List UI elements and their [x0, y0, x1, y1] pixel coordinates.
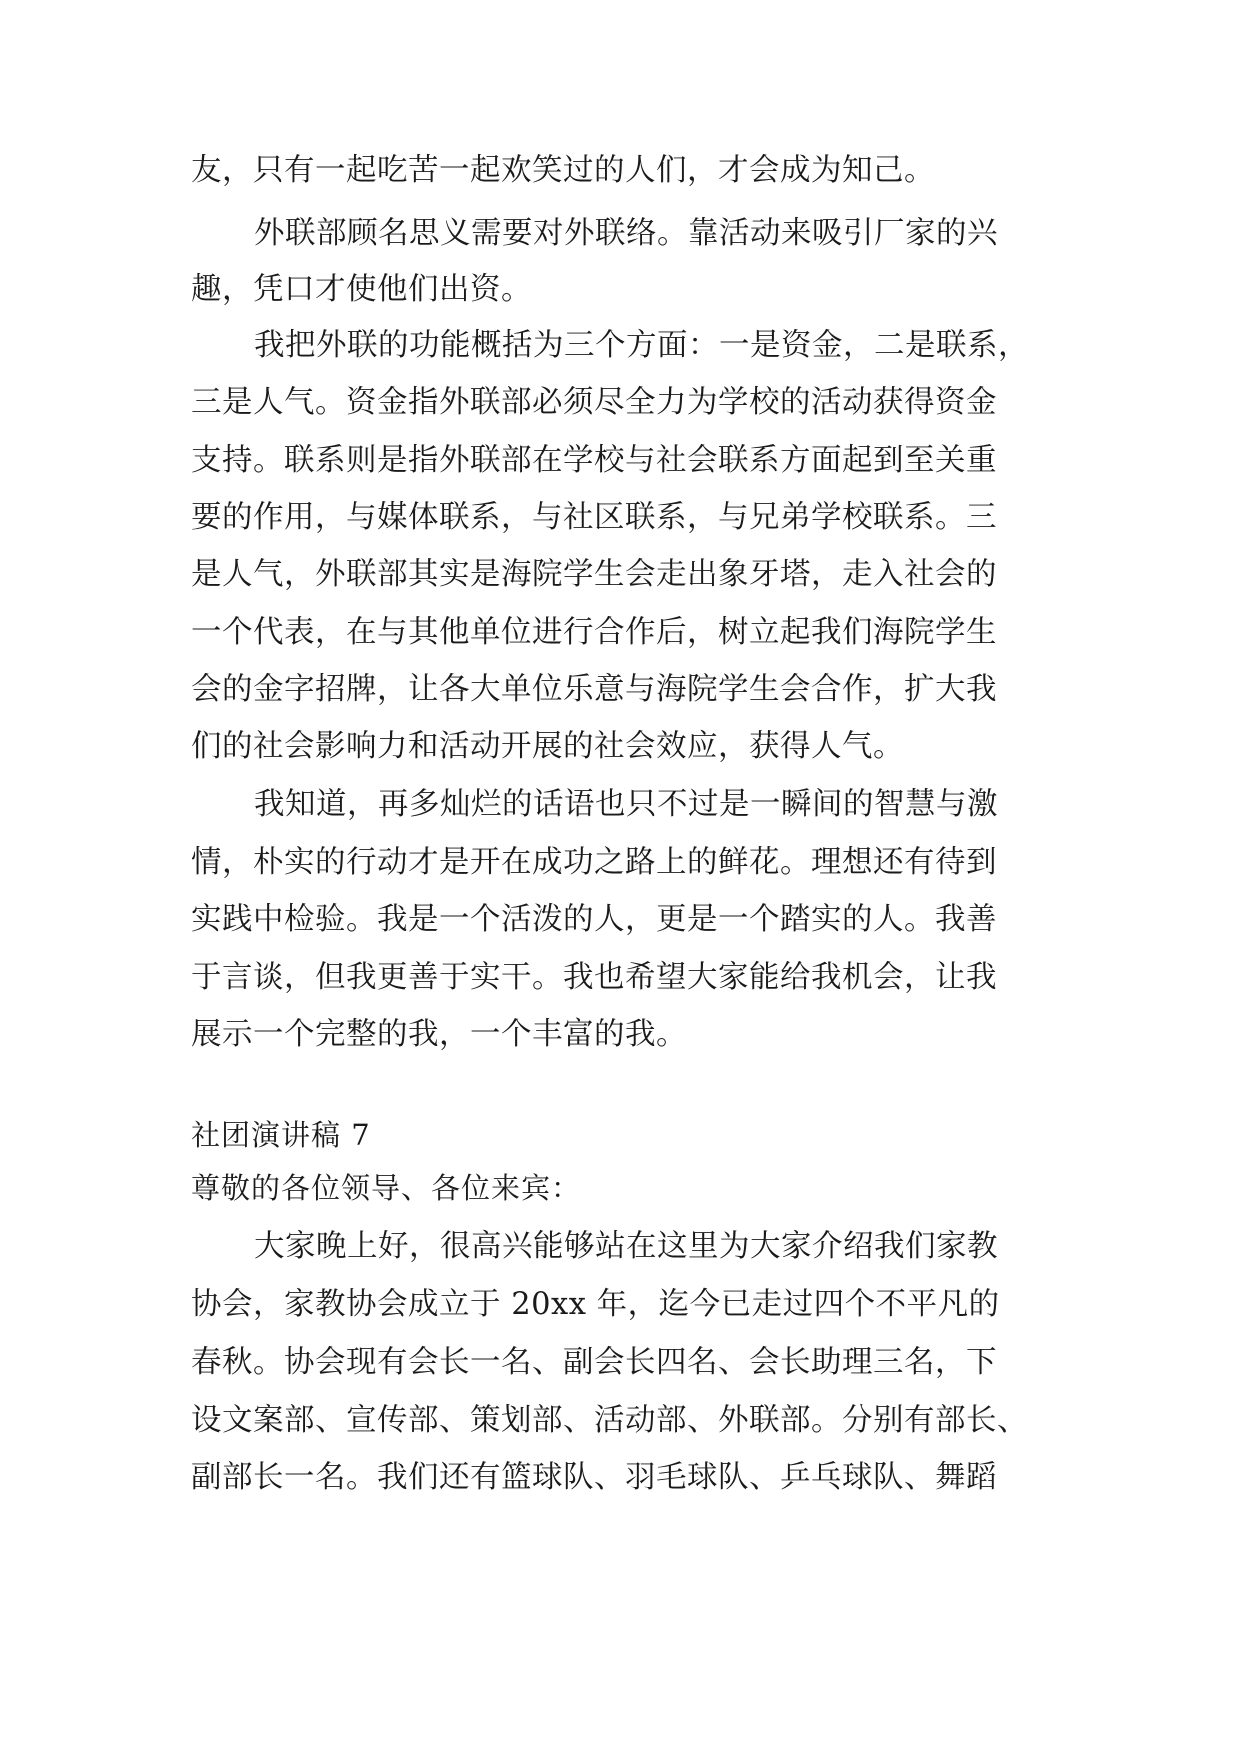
text-line: 趣，凭口才使他们出资。: [191, 272, 532, 307]
text-line: 春秋。协会现有会长一名、副会长四名、会长助理三名，下: [191, 1345, 997, 1380]
text-line: 情，朴实的行动才是开在成功之路上的鲜花。理想还有待到: [191, 845, 997, 880]
text-line: 友，只有一起吃苦一起欢笑过的人们，才会成为知己。: [191, 153, 935, 188]
text-line: 三是人气。资金指外联部必须尽全力为学校的活动获得资金: [191, 385, 997, 420]
text-line: 是人气，外联部其实是海院学生会走出象牙塔，走入社会的: [191, 557, 997, 592]
text-line: 实践中检验。我是一个活泼的人，更是一个踏实的人。我善: [191, 902, 997, 937]
text-line: 大家晚上好，很高兴能够站在这里为大家介绍我们家教: [254, 1229, 998, 1264]
text-line: 展示一个完整的我，一个丰富的我。: [191, 1017, 687, 1052]
text-line: 外联部顾名思义需要对外联络。靠活动来吸引厂家的兴: [254, 216, 998, 251]
text-line: 要的作用，与媒体联系，与社区联系，与兄弟学校联系。三: [191, 500, 997, 535]
text-line: 们的社会影响力和活动开展的社会效应，获得人气。: [191, 729, 904, 764]
text-line: 一个代表，在与其他单位进行合作后，树立起我们海院学生: [191, 615, 997, 650]
section-title: 社团演讲稿 7: [191, 1118, 371, 1152]
text-line: 于言谈，但我更善于实干。我也希望大家能给我机会，让我: [191, 960, 997, 995]
text-line: 我知道，再多灿烂的话语也只不过是一瞬间的智慧与激: [254, 787, 998, 822]
text-line: 会的金字招牌，让各大单位乐意与海院学生会合作，扩大我: [191, 672, 997, 707]
text-line: 副部长一名。我们还有篮球队、羽毛球队、乒乓球队、舞蹈: [191, 1460, 997, 1495]
text-line: 我把外联的功能概括为三个方面：一是资金，二是联系，: [254, 328, 1029, 363]
text-line: 支持。联系则是指外联部在学校与社会联系方面起到至关重: [191, 443, 997, 478]
salutation: 尊敬的各位领导、各位来宾：: [191, 1171, 582, 1205]
text-line: 协会，家教协会成立于 20xx 年，迄今已走过四个不平凡的: [191, 1287, 1000, 1322]
text-line: 设文案部、宣传部、策划部、活动部、外联部。分别有部长、: [191, 1403, 1028, 1438]
